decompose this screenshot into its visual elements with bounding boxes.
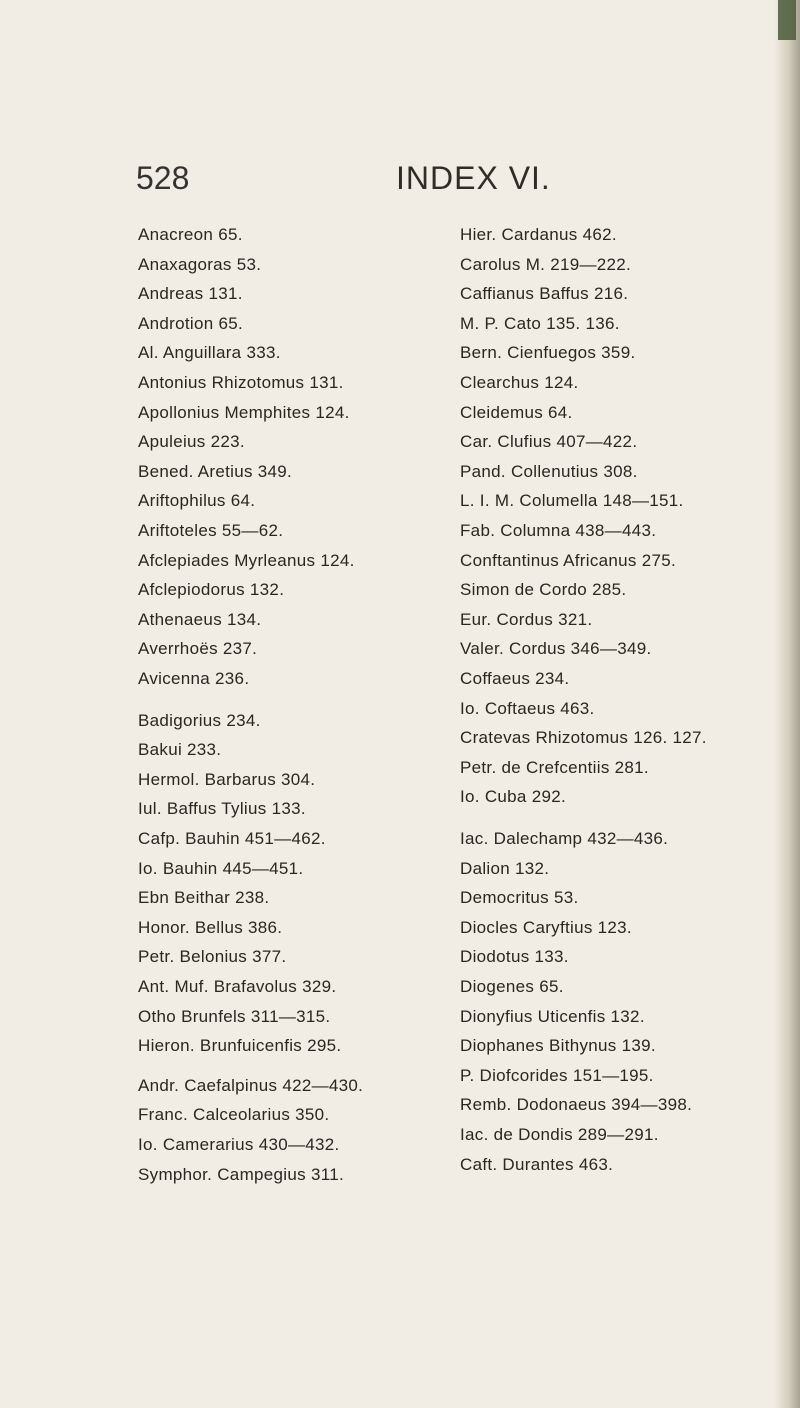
- index-entry: Io. Bauhin 445—451.: [138, 858, 304, 878]
- index-entry: Anaxagoras 53.: [138, 254, 262, 274]
- index-entry: Diophanes Bithynus 139.: [460, 1036, 656, 1056]
- index-entry: Io. Cuba 292.: [460, 787, 566, 807]
- index-entry: Democritus 53.: [460, 888, 579, 908]
- index-entry: Anacreon 65.: [138, 225, 243, 244]
- index-entry: Carolus M. 219—222.: [460, 254, 632, 274]
- index-entry: Dionyfius Uticenfis 132.: [460, 1006, 645, 1026]
- index-entry: Remb. Dodonaeus 394—398.: [460, 1095, 693, 1115]
- index-entry: Io. Camerarius 430—432.: [138, 1135, 340, 1154]
- index-entry: Apuleius 223.: [138, 432, 245, 452]
- index-entry: Hier. Cardanus 462.: [460, 225, 617, 244]
- index-entry: Bened. Aretius 349.: [138, 461, 293, 481]
- index-entry: Diogenes 65.: [460, 977, 564, 996]
- index-entry: Pand. Collenutius 308.: [460, 461, 638, 481]
- index-entry: Franc. Calceolarius 350.: [138, 1105, 330, 1125]
- index-entry: Badigorius 234.: [138, 710, 261, 730]
- index-entry: Bakui 233.: [138, 740, 222, 760]
- index-entry: Al. Anguillara 333.: [138, 343, 281, 363]
- index-entry: Andreas 131.: [138, 284, 243, 304]
- index-entry: Clearchus 124.: [460, 373, 579, 392]
- index-entry: Bern. Cienfuegos 359.: [460, 343, 636, 363]
- book-tab-mark: [778, 0, 796, 40]
- index-entry: Diocles Caryftius 123.: [460, 917, 632, 937]
- index-entry: Coffaeus 234.: [460, 669, 570, 688]
- page-edge-shadow: [774, 0, 800, 1408]
- index-entry: P. Diofcorides 151—195.: [460, 1065, 654, 1085]
- index-entry: Avicenna 236.: [138, 669, 250, 688]
- running-title: INDEX VI.: [396, 160, 551, 196]
- index-entry: Dalion 132.: [460, 858, 550, 878]
- index-entry: Ariftoteles 55—62.: [138, 521, 284, 540]
- index-entry: Athenaeus 134.: [138, 609, 262, 629]
- page-number: 528: [136, 160, 190, 196]
- index-entry: Fab. Columna 438—443.: [460, 521, 657, 540]
- index-entry: Diodotus 133.: [460, 947, 569, 967]
- index-entry: Simon de Cordo 285.: [460, 580, 627, 600]
- index-entry: Apollonius Memphites 124.: [138, 402, 350, 422]
- index-entry: Hieron. Brunfuicenfis 295.: [138, 1036, 342, 1056]
- index-entry: Cafp. Bauhin 451—462.: [138, 829, 326, 848]
- index-entry: L. I. M. Columella 148—151.: [460, 491, 684, 511]
- index-entry: Honor. Bellus 386.: [138, 917, 283, 937]
- index-entry: Afclepiades Myrleanus 124.: [138, 550, 355, 570]
- index-entry: Symphor. Campegius 311.: [138, 1164, 344, 1184]
- index-entry: Ebn Beithar 238.: [138, 888, 270, 908]
- index-entry: Iac. Dalechamp 432—436.: [460, 829, 669, 848]
- index-entry: Otho Brunfels 311—315.: [138, 1006, 331, 1026]
- index-entry: Averrhoës 237.: [138, 639, 258, 659]
- index-entry: Afclepiodorus 132.: [138, 580, 285, 600]
- index-entry: Car. Clufius 407—422.: [460, 432, 638, 452]
- index-entry: Eur. Cordus 321.: [460, 609, 593, 629]
- index-entry: Andr. Caefalpinus 422—430.: [138, 1075, 364, 1095]
- index-entry: Valer. Cordus 346—349.: [460, 639, 652, 659]
- index-entry: Iac. de Dondis 289—291.: [460, 1125, 659, 1144]
- index-entry: M. P. Cato 135. 136.: [460, 313, 620, 333]
- index-entry: Cleidemus 64.: [460, 402, 573, 422]
- index-entry: Caffianus Baffus 216.: [460, 284, 629, 304]
- index-entry: Petr. de Crefcentiis 281.: [460, 757, 649, 777]
- index-entry: Ant. Muf. Brafavolus 329.: [138, 977, 337, 996]
- index-entry: Hermol. Barbarus 304.: [138, 769, 316, 789]
- index-entry: Androtion 65.: [138, 313, 244, 333]
- index-entry: Cratevas Rhizotomus 126. 127.: [460, 728, 707, 748]
- index-entry: Caft. Durantes 463.: [460, 1154, 614, 1174]
- running-header: [136, 160, 736, 200]
- index-entry: Antonius Rhizotomus 131.: [138, 373, 344, 392]
- index-entry: Ariftophilus 64.: [138, 491, 256, 511]
- index-entry: Conftantinus Africanus 275.: [460, 550, 677, 570]
- index-entry: Iul. Baffus Tylius 133.: [138, 799, 306, 819]
- index-entry: Petr. Belonius 377.: [138, 947, 287, 967]
- index-entry: Io. Coftaeus 463.: [460, 698, 595, 718]
